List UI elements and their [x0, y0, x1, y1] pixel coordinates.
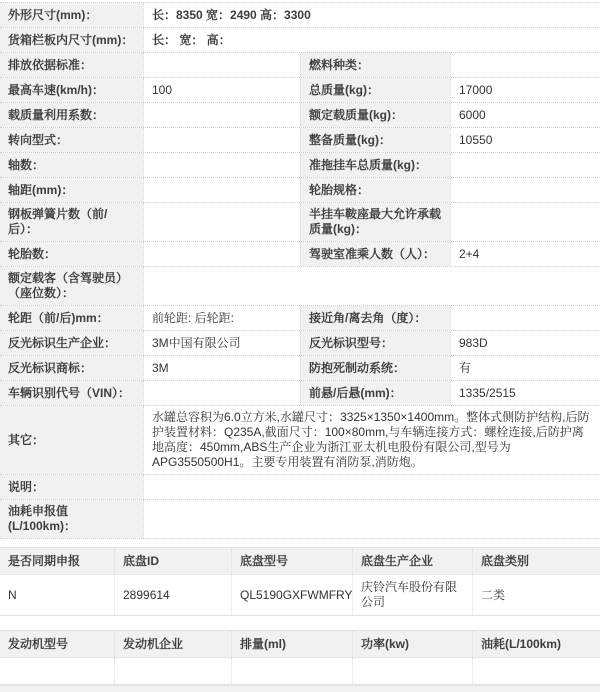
spec-label: 外形尺寸(mm)： [0, 3, 143, 27]
table-gap [0, 539, 600, 547]
spec-value [143, 128, 300, 152]
spec-value [450, 153, 600, 177]
engine-table-cell [231, 658, 352, 684]
spec-row [0, 128, 600, 153]
spec-label: 驾驶室准乘人数（人）： [300, 242, 450, 266]
spec-row [0, 381, 600, 406]
spec-value [450, 178, 600, 202]
spec-value: 前轮距: 后轮距: [143, 306, 300, 330]
chassis-table-header: 底盘ID [114, 548, 231, 574]
spec-value: 100 [143, 78, 300, 102]
spec-row [0, 500, 600, 539]
spec-value [143, 178, 300, 202]
spec-row [0, 475, 600, 500]
spec-row [0, 103, 600, 128]
spec-label: 载质量利用系数： [0, 103, 143, 127]
spec-value [143, 242, 300, 266]
spec-label: 整备质量(kg)： [300, 128, 450, 152]
spec-label: 准拖挂车总质量(kg)： [300, 153, 450, 177]
spec-value [143, 500, 600, 538]
engine-table-cell [352, 658, 472, 684]
spec-row [0, 153, 600, 178]
spec-label: 半挂车鞍座最大允许承载质量(kg)： [300, 203, 450, 241]
vehicle-announcement-page [0, 2, 600, 692]
spec-value [450, 203, 600, 241]
spec-label: 排放依据标准： [0, 53, 143, 77]
spec-label: 其它： [0, 406, 143, 474]
engine-table-cell [114, 658, 231, 684]
engine-table-header: 功率(kw) [352, 631, 472, 657]
spec-value: 2+4 [450, 242, 600, 266]
cutoff-row-strip [0, 685, 600, 692]
spec-row [0, 267, 600, 306]
spec-label: 最高车速(km/h)： [0, 78, 143, 102]
table-gap [0, 616, 600, 630]
spec-label: 轴距(mm)： [0, 178, 143, 202]
chassis-table-cell: N [8, 587, 17, 602]
spec-label: 钢板弹簧片数（前/后）： [0, 203, 143, 241]
engine-table [0, 630, 600, 685]
engine-table-cell [472, 658, 600, 684]
spec-row [0, 356, 600, 381]
chassis-table [0, 547, 600, 616]
spec-row [0, 28, 600, 53]
spec-label: 额定载质量(kg)： [300, 103, 450, 127]
spec-label: 防抱死制动系统： [300, 356, 450, 380]
spec-label: 车辆识别代号（VIN）： [0, 381, 143, 405]
spec-row [0, 78, 600, 103]
spec-value [143, 475, 600, 499]
spec-value: 有 [450, 356, 600, 380]
chassis-table-cell: 二类 [472, 575, 600, 615]
chassis-table-header: 底盘生产企业 [352, 548, 472, 574]
spec-value: 10550 [450, 128, 600, 152]
engine-table-data-row [0, 658, 600, 684]
spec-value: 983D [450, 331, 600, 355]
spec-value: 长： 宽： 高： [143, 28, 600, 52]
spec-value: 3M [143, 356, 300, 380]
chassis-table-header: 是否同期申报 [0, 548, 114, 574]
spec-label: 反光标识型号： [300, 331, 450, 355]
spec-value [143, 203, 300, 241]
spec-value: 水罐总容积为6.0立方米,水罐尺寸：3325×1350×1400mm。整体式侧防护结构,后防护装置材料：Q235A,截面尺寸：100×80mm,与车辆连接方式：螺栓连接,后防护离地高度：450mm,ABS生产企业为浙江亚太机电股份有限公司,型号为APG3550500H1。主要专用装置有消防泵,消防炮。 [143, 406, 600, 474]
spec-value: 1335/2515 [450, 381, 600, 405]
spec-label: 反光标识生产企业： [0, 331, 143, 355]
spec-row [0, 331, 600, 356]
spec-value [143, 103, 300, 127]
engine-table-header: 发动机型号 [0, 631, 114, 657]
spec-row [0, 53, 600, 78]
spec-label: 接近角/离去角（度）： [300, 306, 450, 330]
chassis-table-header: 底盘型号 [231, 548, 352, 574]
spec-label: 说明： [0, 475, 143, 499]
spec-value: 6000 [450, 103, 600, 127]
spec-row [0, 178, 600, 203]
spec-label: 前悬/后悬(mm)： [300, 381, 450, 405]
spec-value [143, 53, 300, 77]
spec-label: 燃料种类： [300, 53, 450, 77]
chassis-table-header: 底盘类别 [472, 548, 600, 574]
spec-label: 反光标识商标： [0, 356, 143, 380]
spec-label: 油耗申报值(L/100km)： [0, 500, 143, 538]
chassis-table-cell: 庆铃汽车股份有限公司 [352, 575, 472, 615]
spec-label: 总质量(kg)： [300, 78, 450, 102]
spec-value [143, 381, 300, 405]
spec-label: 转向型式： [0, 128, 143, 152]
spec-value [143, 267, 600, 305]
spec-value: 长：8350 宽：2490 高：3300 [143, 3, 600, 27]
chassis-table-cell: 2899614 [114, 575, 231, 615]
engine-table-header-row [0, 631, 600, 658]
chassis-table-cell: QL5190GXFWMFRY [231, 575, 352, 615]
spec-value: 17000 [450, 78, 600, 102]
spec-row [0, 406, 600, 475]
spec-label: 轮距（前/后)mm： [0, 306, 143, 330]
spec-label: 轴数： [0, 153, 143, 177]
engine-table-header: 发动机企业 [114, 631, 231, 657]
spec-label: 轮胎规格： [300, 178, 450, 202]
engine-table-cell [0, 658, 114, 684]
chassis-table-header-row [0, 548, 600, 575]
spec-value [143, 153, 300, 177]
chassis-table-data-row [0, 575, 600, 615]
spec-value [450, 306, 600, 330]
spec-row [0, 242, 600, 267]
spec-row [0, 203, 600, 242]
spec-label: 额定载客（含驾驶员）（座位数）： [0, 267, 143, 305]
spec-value [450, 53, 600, 77]
spec-row [0, 3, 600, 28]
spec-table [0, 2, 600, 539]
spec-label: 货箱栏板内尺寸(mm)： [0, 28, 143, 52]
engine-table-header: 油耗(L/100km) [472, 631, 600, 657]
spec-label: 轮胎数： [0, 242, 143, 266]
spec-value: 3M中国有限公司 [143, 331, 300, 355]
engine-table-header: 排量(ml) [231, 631, 352, 657]
spec-row [0, 306, 600, 331]
